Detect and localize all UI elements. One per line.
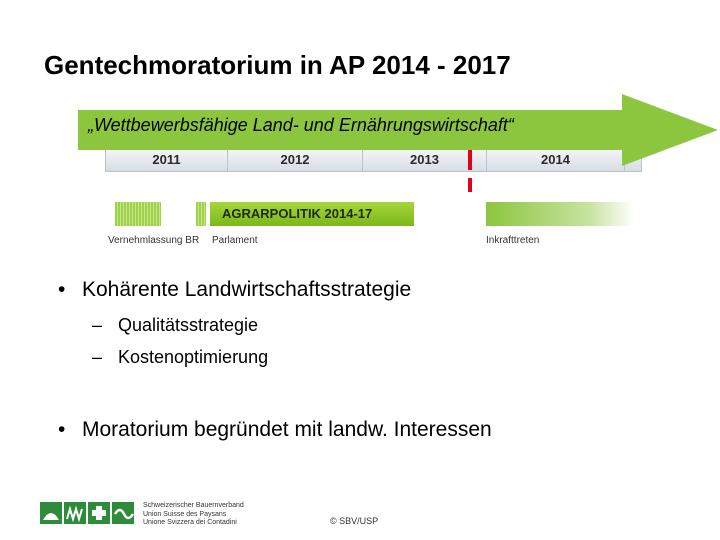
- consultation-block: [115, 202, 161, 226]
- sbv-logo-icon: [40, 502, 136, 529]
- organization-names: [143, 502, 244, 528]
- year-label: 2011: [106, 149, 228, 171]
- year-label: 2012: [228, 149, 363, 171]
- year-label: 2014: [487, 149, 625, 171]
- copyright: © SBV/USP: [330, 516, 379, 526]
- org-name-de: Schweizerischer Bauernverband: [143, 502, 244, 509]
- sbv-logo-icon: [40, 502, 136, 524]
- bullet-text: Kohärente Landwirtschaftsstrategie: [82, 278, 412, 301]
- in-force-block: [486, 202, 634, 226]
- bullet-item: [58, 418, 492, 442]
- sub-bullet-text: Qualitätsstrategie: [118, 315, 259, 335]
- in-force-label: Inkrafttreten: [486, 235, 540, 246]
- br-block: [196, 202, 206, 226]
- sub-bullet-item: [92, 347, 268, 368]
- strategy-arrow-text: „Wettbewerbsfähige Land- und Ernährungswirtschaft“: [88, 115, 514, 135]
- sub-bullet-text: Kostenoptimierung: [118, 347, 269, 367]
- org-name-fr: Union Suisse des Paysans: [143, 510, 227, 518]
- today-marker: [468, 178, 472, 192]
- sub-bullet-item: [92, 315, 258, 336]
- strategy-arrow: [0, 0, 720, 180]
- year-label: 2013: [363, 149, 487, 171]
- agrarpolitik-phase: AGRARPOLITIK 2014-17: [210, 202, 414, 226]
- bullet-dot-icon: •: [58, 278, 66, 301]
- org-name-it: Unione Svizzera dei Contadini: [143, 519, 237, 526]
- bullet-dot-icon: •: [58, 418, 66, 441]
- today-marker: [468, 150, 472, 170]
- bullet-item: [58, 278, 411, 302]
- dash-icon: –: [92, 315, 103, 335]
- slide-title: Gentechmoratorium in AP 2014 - 2017: [44, 50, 511, 80]
- consultation-label: Vernehmlassung BR: [108, 235, 200, 246]
- bullet-text: Moratorium begründet mit landw. Interessen: [82, 418, 492, 441]
- dash-icon: –: [92, 347, 103, 367]
- parliament-label: Parlament: [212, 235, 258, 246]
